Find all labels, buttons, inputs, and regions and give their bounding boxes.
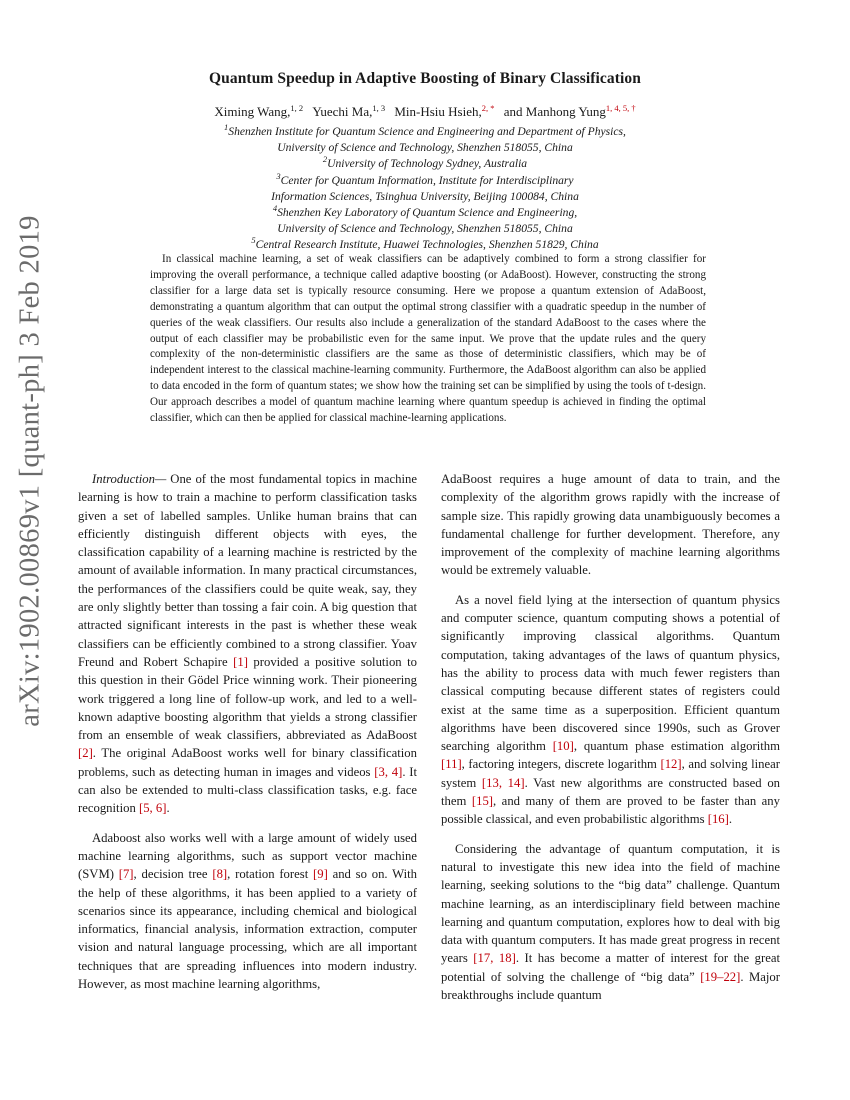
citation-link[interactable]: [15] xyxy=(471,794,494,809)
citation-link[interactable]: [9] xyxy=(313,867,328,882)
body-paragraph: Considering the advantage of quantum computation, it is natural to investigate this new idea into the field of machine learning, seeking solutions to the “big data” challenge. Quantum machine learning, as an interdisciplinary field between machine learning and quantum computation, explores how to deal with big data with quantum computers. It has made great progress in recent years [17, 18]. It has become a matter of interest for the great potential of solving the challenge of “big data” [19–22]. Major breakthroughs include quantum xyxy=(441,841,781,1003)
author: Ximing Wang,$^{1, 2}$ xyxy=(214,103,304,119)
arxiv-stamp xyxy=(6,215,56,727)
citation-link[interactable]: [12] xyxy=(660,757,682,772)
citation-link[interactable]: [5, 6] xyxy=(138,801,167,816)
section-lead: Introduction— xyxy=(92,472,167,486)
citation-link[interactable]: [19–22] xyxy=(700,969,741,984)
author-list xyxy=(0,104,850,120)
author: and Manhong Yung$^{1, 4, 5, \dagger}$ xyxy=(503,103,636,119)
affiliation-line: University of Science and Technology, Shenzhen 518055, China xyxy=(277,141,573,155)
paper-title: Quantum Speedup in Adaptive Boosting of Binary Classification xyxy=(208,70,641,87)
intro-paragraph: Introduction— One of the most fundamental topics in machine learning is how to train a machine to perform classification tasks given a set of labelled samples. Unlike human brains that can efficiently distinguish different objects with eyes, the classification capability of a learning machine is restricted by the amount of available information. In many practical circumstances, the performances of the classifiers could be quite weak, say, they are only slightly better than tossing a fair coin. A big question that attracted significant interests in the past is whether these weak classifiers can be efficiently combined to a strong classifier. Yoav Freund and Robert Schapire [1] provided a positive solution to this question in their Gödel Price winning work. Their pioneering work triggered a long line of follow-up work, and led to a well-known adaptive boosting algorithm that yields a strong classifier from an ensemble of weak classifiers, abbreviated as AdaBoost [2]. The original AdaBoost works well for binary classification problems, such as detecting human in images and videos [3, 4]. It can also be extended to multi-class classification tasks, e.g. face recognition [5, 6]. xyxy=(78,472,417,816)
author: Min-Hsiu Hsieh,$^{2, *}$ xyxy=(394,103,495,119)
citation-link[interactable]: [17, 18] xyxy=(473,951,516,966)
citation-link[interactable]: [2] xyxy=(78,746,93,761)
abstract: In classical machine learning, a set of weak classifiers can be adaptively combined to form a strong classifier for improving the overall performance, a technique called adaptive boosting (or AdaBoost). However, constructing the strong classifier for a large data set is typically resource consuming. Here we propose a quantum extension of AdaBoost, demonstrating a quantum algorithm that can output the optimal strong classifier with a quadratic speedup in the number of queries of the weak classifiers. Our results also include a generalization of the standard AdaBoost to the cases where the output of each classifier may be probabilistic even for the same input. We prove that the update rules and the query complexity of the non-deterministic classifiers are the same as those of deterministic classifiers, which may be of independent interest to the classical machine-learning community. Furthermore, the AdaBoost algorithm can also be applied to data encoded in the form of quantum states; we show how the training set can be simplified by using the tools of t-design. Our approach describes a model of quantum machine learning where quantum speedup is achieved in finding the optimal classifier, which can then be applied for classical machine-learning applications. xyxy=(150,253,706,425)
citation-link[interactable]: [3, 4] xyxy=(374,764,403,779)
citation-link[interactable]: [10] xyxy=(552,739,574,754)
citation-link[interactable]: [7] xyxy=(118,867,134,882)
affiliation-line: $^5$Central Research Institute, Huawei Technologies, Shenzhen 51829, China xyxy=(251,235,599,252)
right-column xyxy=(441,470,780,1015)
citation-link[interactable]: [16] xyxy=(707,812,729,827)
citation-link[interactable]: [8] xyxy=(212,867,228,882)
affiliation-line: $^3$Center for Quantum Information, Institute for Interdisciplinary xyxy=(276,170,574,187)
left-column xyxy=(78,470,417,1004)
affiliation-line: University of Science and Technology, Shenzhen 518055, China xyxy=(277,222,573,236)
affiliation-line: Information Sciences, Tsinghua University, Beijing 100084, China xyxy=(271,189,579,203)
affiliation-line: $^4$Shenzhen Key Laboratory of Quantum Science and Engineering, xyxy=(272,203,578,220)
citation-link[interactable]: [11] xyxy=(441,757,462,772)
body-paragraph: As a novel field lying at the intersection of quantum physics and computer science, quantum computing shows a potential of significantly improving classical algorithms. Quantum computation, taking advantages of the laws of quantum physics, has the ability to process data with much fewer registers than classical computing because different states of registers could exist at the same time as a superposition. Efficient quantum algorithms have been discovered since 1990s, such as Grover searching algorithm [10], quantum phase estimation algorithm [11], factoring integers, discrete logarithm [12], and solving linear system [13, 14]. Vast new algorithms are constructed based on them [15], and many of them are proved to be faster than any possible classical, and even probabilistic algorithms [16]. xyxy=(441,592,781,827)
arxiv-stamp-text: arXiv:1902.00869v1 [quant-ph] 3 Feb 2019 xyxy=(15,215,47,727)
citation-link[interactable]: [1] xyxy=(233,654,248,669)
affiliation-list xyxy=(0,124,850,254)
affiliation-line: $^1$Shenzhen Institute for Quantum Science and Engineering and Department of Physics, xyxy=(224,122,626,138)
body-paragraph: AdaBoost requires a huge amount of data to train, and the complexity of the algorithm grows rapidly with the increase of sample size. This rapidly growing data unambiguously becomes a fundamental challenge for further development. Therefore, any improvement of the complexity of machine learning algorithms would be extremely valuable. xyxy=(441,472,780,578)
author: Yuechi Ma,$^{1, 3}$ xyxy=(312,103,386,119)
citation-link[interactable]: [13, 14] xyxy=(481,775,525,790)
body-paragraph: Adaboost also works well with a large amount of widely used machine learning algorithms, such as support vector machine (SVM) [7], decision tree [8], rotation forest [9] and so on. With the help of these algorithms, it has been applied to a variety of scenarios since its appearance, including chemical and biological informatics, financial analysis, information extraction, computer vision and natural language processing, which are all important techniques that are spreading influences into modern industry. However, as most machine learning algorithms, xyxy=(78,830,418,992)
affiliation-line: $^2$University of Technology Sydney, Australia xyxy=(322,154,528,171)
